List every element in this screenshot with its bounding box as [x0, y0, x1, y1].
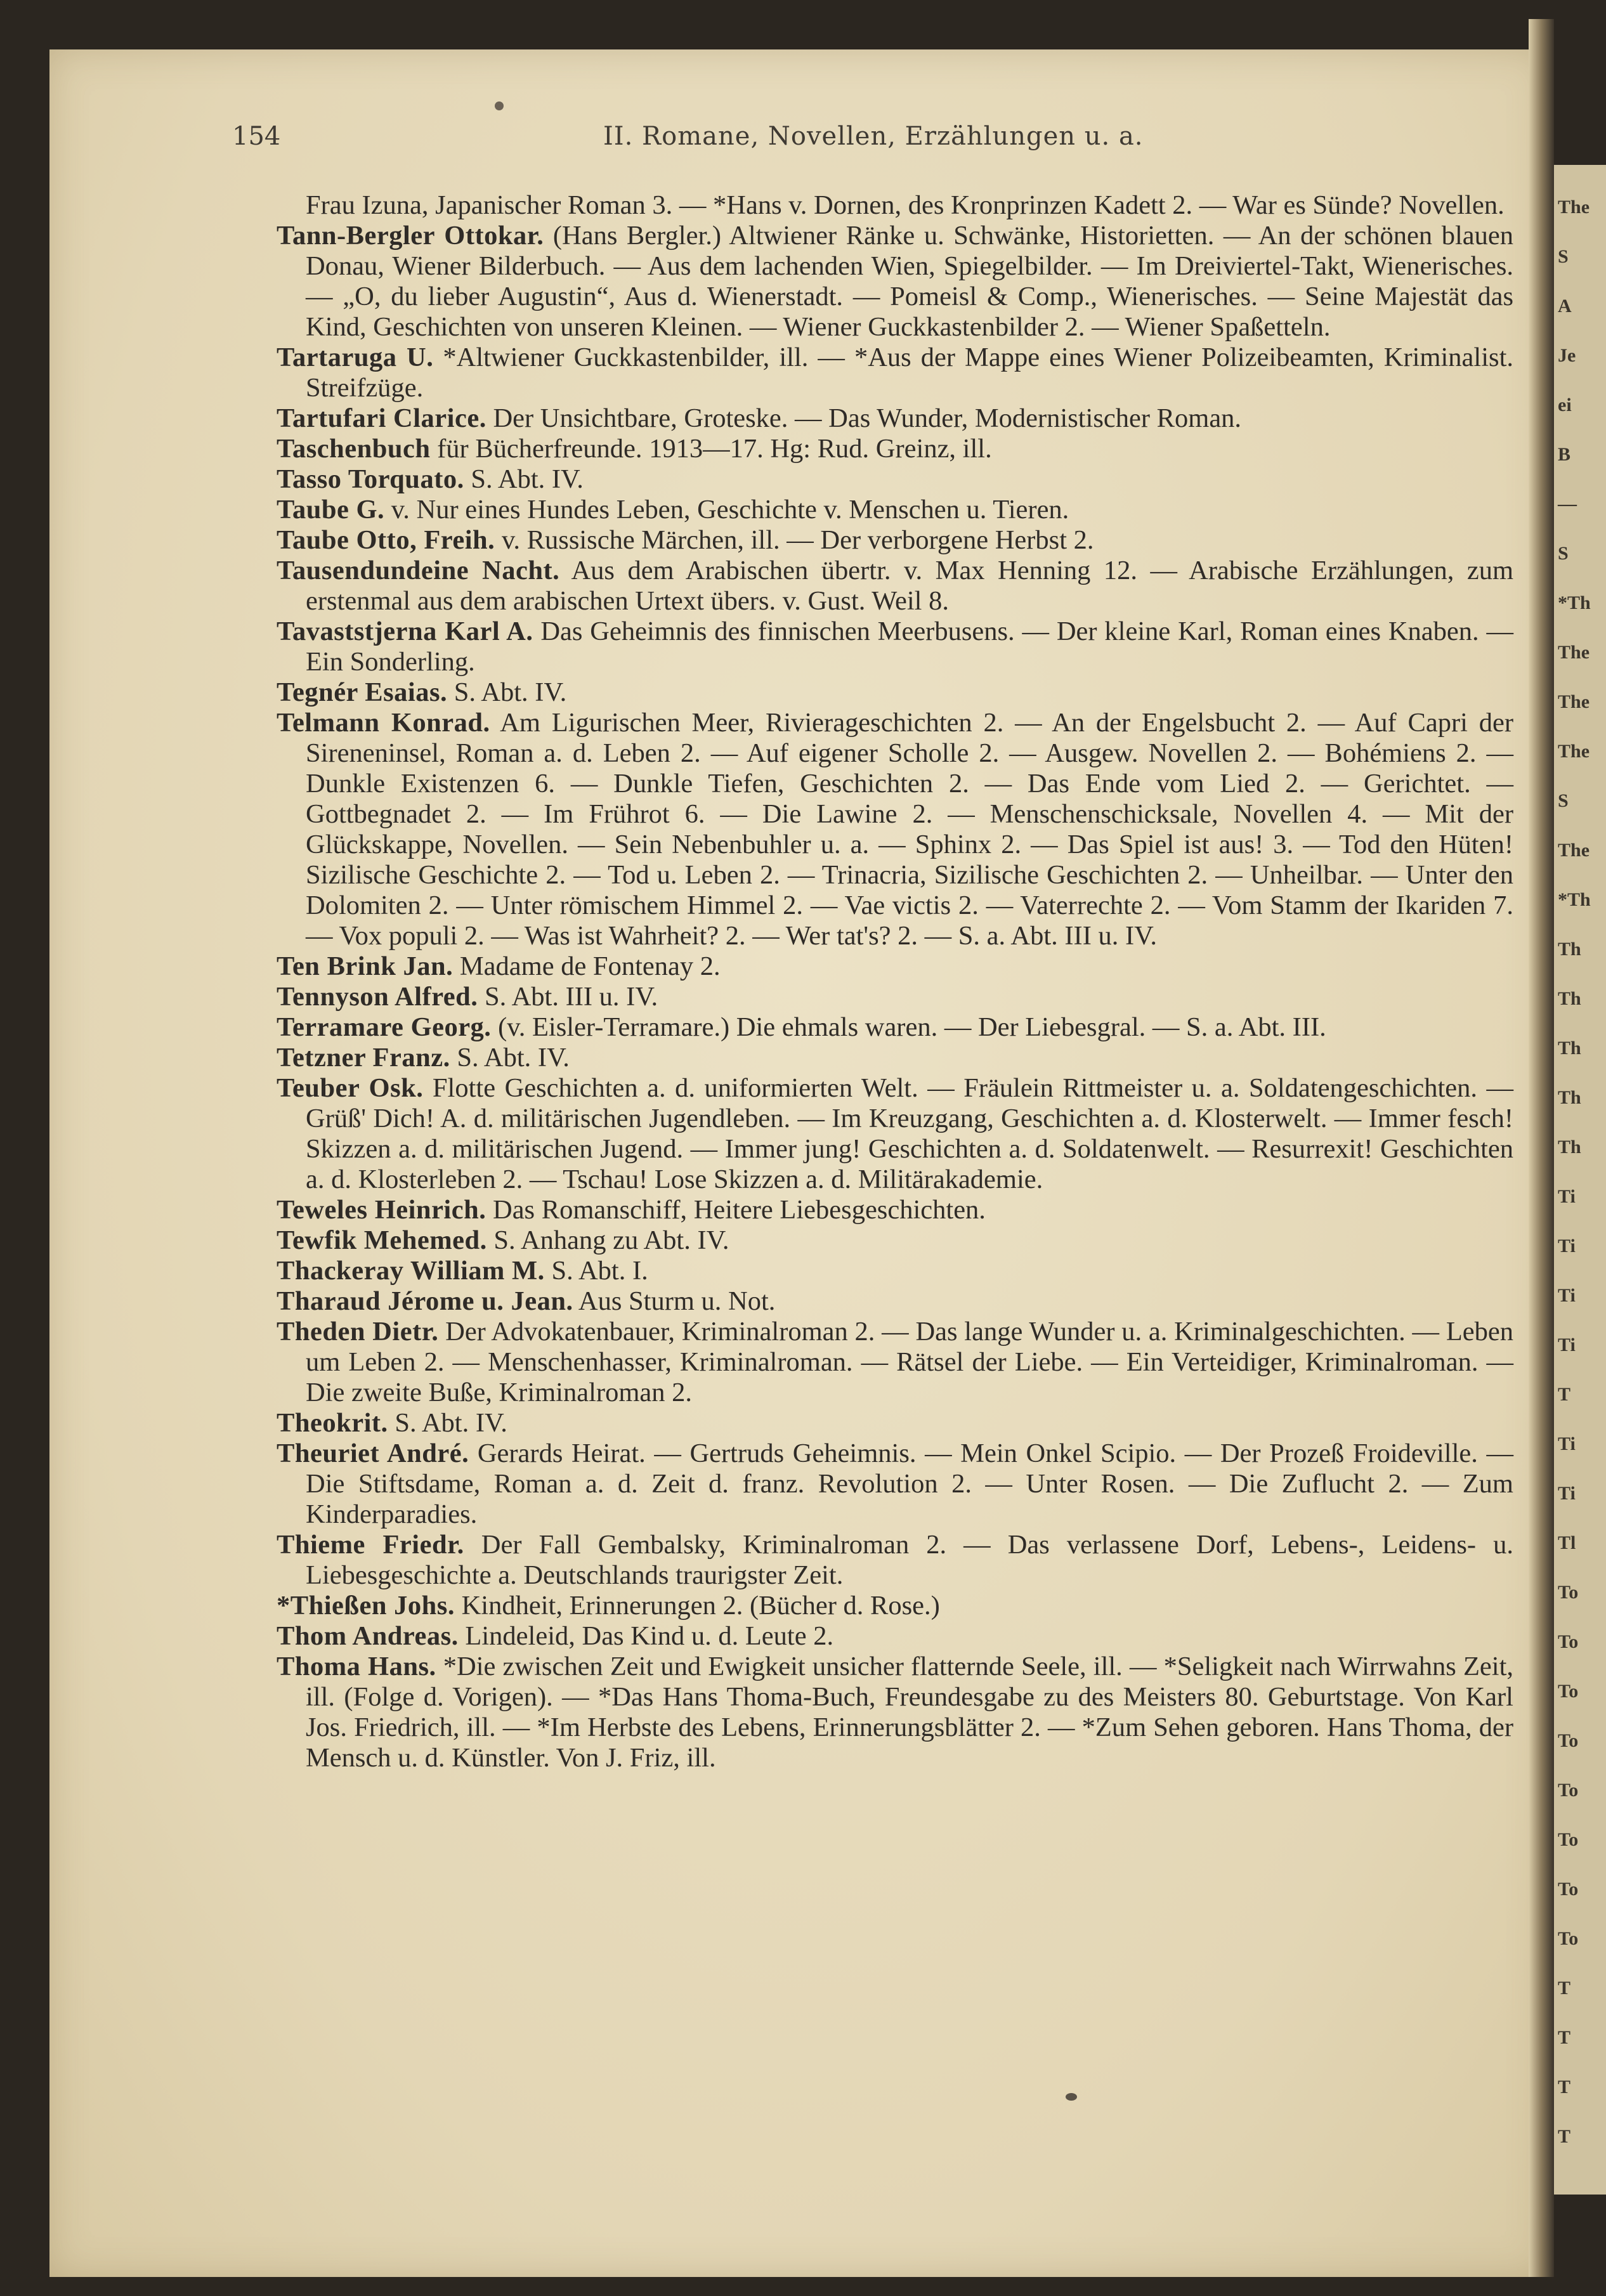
facing-page-fragment: Ti — [1558, 1483, 1576, 1504]
index-entry — [277, 616, 1513, 677]
entry-author: Taube Otto, Freih. — [277, 525, 495, 555]
facing-page-fragment: To — [1558, 1582, 1579, 1603]
entry-author: Tegnér Esaias. — [277, 677, 448, 707]
entry-author: Theokrit. — [277, 1408, 388, 1438]
entry-author: Thoma Hans. — [277, 1652, 436, 1681]
facing-page-fragment: B — [1558, 444, 1571, 465]
entry-works: Lindeleid, Das Kind u. d. Leute 2. — [465, 1621, 834, 1651]
entry-author: Teweles Heinrich. — [277, 1195, 486, 1225]
index-entry — [277, 342, 1513, 403]
facing-page-fragment: The — [1558, 840, 1590, 861]
running-title: II. Romane, Novellen, Erzählungen u. a. — [603, 122, 1144, 151]
facing-page-fragment: T — [1558, 1978, 1571, 1999]
entry-author: Taschenbuch — [277, 434, 431, 464]
paper-mark — [1066, 2093, 1077, 2101]
index-entry — [277, 1195, 1513, 1225]
facing-page-fragment: The — [1558, 642, 1590, 663]
facing-page-fragment: Ti — [1558, 1433, 1576, 1454]
facing-page-fragment: Je — [1558, 345, 1576, 366]
index-entry — [277, 403, 1513, 434]
facing-page-fragment: S — [1558, 246, 1569, 267]
entry-works: v. Russische Märchen, ill. — Der verborgene Herbst 2. — [501, 525, 1094, 555]
paper-mark — [495, 101, 504, 110]
entry-works: S. Abt. I. — [551, 1256, 648, 1286]
index-entry — [277, 1438, 1513, 1530]
entry-works: S. Abt. IV. — [471, 464, 584, 494]
entry-works: (v. Eisler-Terramare.) Die ehmals waren. — Der Liebesgral. — S. a. Abt. III. — [498, 1012, 1326, 1042]
entry-works: Kindheit, Erinnerungen 2. (Bücher d. Rose.) — [461, 1591, 940, 1621]
entry-author: Tharaud Jérome u. Jean. — [277, 1286, 573, 1316]
entry-works: Frau Izuna, Japanischer Roman 3. — *Hans v. Dornen, des Kronprinzen Kadett 2. — War es Sünde? Novellen. — [306, 190, 1505, 220]
index-entry — [277, 1286, 1513, 1317]
entry-author: *Thießen Johs. — [277, 1591, 455, 1621]
entry-author: Teuber Osk. — [277, 1073, 424, 1103]
entry-author: Terramare Georg. — [277, 1012, 492, 1042]
index-entry — [277, 1591, 1513, 1621]
facing-page-fragment: Th — [1558, 939, 1581, 960]
facing-page-fragment: Th — [1558, 1038, 1581, 1059]
entry-works: S. Anhang zu Abt. IV. — [493, 1225, 729, 1255]
facing-page-fragment: To — [1558, 1681, 1579, 1702]
facing-page-fragment: Ti — [1558, 1334, 1576, 1355]
entry-works: Der Advokatenbauer, Kriminalroman 2. — Das lange Wunder u. a. Kriminalgeschichten. — Leben um Leben 2. — Menschenhasser, Kriminalroman. — Rätsel der Liebe. — Ein Verteidiger, Kriminalroman. — Die zweite Buße, Kriminalroman 2. — [306, 1317, 1514, 1407]
entry-works: Aus dem Arabischen übertr. v. Max Henning 12. — Arabische Erzählungen, zum erstenmal aus dem arabischen Urtext übers. v. Gust. Weil 8. — [306, 556, 1514, 616]
facing-page-edge — [1554, 165, 1606, 2195]
index-entry — [277, 951, 1513, 982]
entry-works: S. Abt. III u. IV. — [485, 982, 658, 1012]
entry-works: Das Romanschiff, Heitere Liebesgeschichten. — [493, 1195, 986, 1225]
page-number: 154 — [232, 122, 281, 151]
facing-page-fragment: The — [1558, 691, 1590, 712]
entry-works: Am Ligurischen Meer, Rivierageschichten 2. — An der Engelsbucht 2. — Auf Capri der Sireneninsel, Roman a. d. Leben 2. — Auf eigener Scholle 2. — Ausgew. Novellen 2. — Bohémiens 2. — Dunkle Existenzen 6. — Dunkle Tiefen, Geschichten 2. — Das Ende vom Lied 2. — Gerichtet. — Gottbegnadet 2. — Im Frührot 6. — Die Lawine 2. — Menschenschicksale, Novellen 4. — Mit der Glückskappe, Novellen. — Sein Nebenbuhler u. a. — Sphinx 2. — Das Spiel ist aus! 3. — Tod den Hüten! Sizilische Geschichte 2. — Tod u. Leben 2. — Trinacria, Sizilische Geschichten 2. — Unheilbar. — Unter den Dolomiten 2. — Unter römischem Himmel 2. — Vae victis 2. — Vaterrechte 2. — Vom Stamm der Ikariden 7. — Vox populi 2. — Was ist Wahrheit? 2. — Wer tat's? 2. — S. a. Abt. III u. IV. — [306, 708, 1513, 951]
entry-works: Der Fall Gembalsky, Kriminalroman 2. — Das verlassene Dorf, Lebens-, Leidens- u. Liebesgeschichte a. Deutschlands traurigster Zeit. — [306, 1530, 1514, 1590]
entry-works: Madame de Fontenay 2. — [459, 951, 721, 981]
facing-page-fragment: S — [1558, 543, 1569, 564]
entry-works: für Bücherfreunde. 1913—17. Hg: Rud. Greinz, ill. — [437, 434, 992, 464]
facing-page-fragment: A — [1558, 296, 1572, 316]
facing-page-fragment: Th — [1558, 1137, 1581, 1158]
index-entry — [277, 1408, 1513, 1438]
index-entry — [277, 525, 1513, 556]
entry-author: Tavaststjerna Karl A. — [277, 616, 533, 646]
index-entry — [277, 1530, 1513, 1591]
facing-page-fragment: *Th — [1558, 592, 1591, 613]
index-entry — [277, 1621, 1513, 1652]
index-entry — [277, 982, 1513, 1012]
entry-author: Tewfik Mehemed. — [277, 1225, 487, 1255]
entry-works: *Die zwischen Zeit und Ewigkeit unsicher flatternde Seele, ill. — *Seligkeit nach Wirrwahns Zeit, ill. (Folge d. Vorigen). — *Das Hans Thoma-Buch, Freundesgabe zu des Meisters 80. Geburtstage. Von Karl Jos. Friedrich, ill. — *Im Herbste des Lebens, Erinnerungsblätter 2. — *Zum Sehen geboren. Hans Thoma, der Mensch u. d. Künstler. Von J. Friz, ill. — [306, 1652, 1514, 1773]
entry-works: Flotte Geschichten a. d. uniformierten Welt. — Fräulein Rittmeister u. a. Soldatengeschichten. — Grüß' Dich! A. d. militärischen Jugendleben. — Im Kreuzgang, Geschichten a. d. Klosterwelt. — Immer fesch! Skizzen a. d. militärischen Jugend. — Immer jung! Geschichten a. d. Soldatenwelt. — Resurrexit! Geschichten a. d. Klosterleben 2. — Tschau! Lose Skizzen a. d. Militärakademie. — [306, 1073, 1514, 1194]
facing-page-fragment: Ti — [1558, 1236, 1576, 1256]
entry-works: Das Geheimnis des finnischen Meerbusens. — Der kleine Karl, Roman eines Knaben. — Ein Sonderling. — [306, 616, 1514, 677]
entry-author: Tausendundeine Nacht. — [277, 556, 560, 585]
entry-author: Tennyson Alfred. — [277, 982, 478, 1012]
index-entry — [277, 1225, 1513, 1256]
index-entry — [277, 1073, 1513, 1195]
index-entry — [277, 221, 1513, 342]
facing-page-fragment: *Th — [1558, 889, 1591, 910]
entry-author: Thackeray William M. — [277, 1256, 545, 1286]
facing-page-fragment: — — [1558, 493, 1577, 514]
index-entry — [277, 708, 1513, 951]
index-entry — [277, 1012, 1513, 1043]
entry-author: Taube G. — [277, 495, 385, 525]
facing-page-fragment: T — [1558, 2126, 1571, 2147]
facing-page-fragment: S — [1558, 790, 1569, 811]
entry-author: Theden Dietr. — [277, 1317, 439, 1347]
index-entry — [277, 190, 1513, 221]
index-entry — [277, 1652, 1513, 1773]
entry-works: S. Abt. IV. — [454, 677, 567, 707]
entry-author: Tann-Bergler Ottokar. — [277, 221, 544, 251]
facing-page-fragment: Th — [1558, 1087, 1581, 1108]
index-entry — [277, 1317, 1513, 1408]
facing-page-fragment: T — [1558, 2027, 1571, 2048]
entry-works: Gerards Heirat. — Gertruds Geheimnis. — Mein Onkel Scipio. — Der Prozeß Froideville. — Die Stiftsdame, Roman a. d. Zeit d. franz. Revolution 2. — Unter Rosen. — Die Zuflucht 2. — Zum Kinderparadies. — [306, 1438, 1513, 1529]
index-entry — [277, 495, 1513, 525]
entry-works: S. Abt. IV. — [395, 1408, 507, 1438]
entry-works: *Altwiener Guckkastenbilder, ill. — *Aus der Mappe eines Wiener Polizeibeamten, Kriminalist. Streifzüge. — [306, 342, 1513, 403]
entry-author: Theuriet André. — [277, 1438, 469, 1468]
index-entry — [277, 464, 1513, 495]
entry-author: Tasso Torquato. — [277, 464, 464, 494]
facing-page-fragment: T — [1558, 1384, 1571, 1405]
facing-page-fragment: ei — [1558, 395, 1572, 415]
book-gutter — [1529, 19, 1554, 2277]
entry-author: Tartufari Clarice. — [277, 403, 486, 433]
index-entry — [277, 1043, 1513, 1073]
entry-works: v. Nur eines Hundes Leben, Geschichte v. Menschen u. Tieren. — [391, 495, 1069, 525]
facing-page-fragment: Ti — [1558, 1186, 1576, 1207]
entry-author: Ten Brink Jan. — [277, 951, 454, 981]
facing-page-fragment: To — [1558, 1928, 1579, 1949]
facing-page-fragment: The — [1558, 197, 1590, 218]
facing-page-fragment: Ti — [1558, 1285, 1576, 1306]
facing-page-fragment: Th — [1558, 988, 1581, 1009]
facing-page-fragment: To — [1558, 1780, 1579, 1801]
index-entry — [277, 434, 1513, 464]
entry-author: Thom Andreas. — [277, 1621, 459, 1651]
facing-page-fragment: To — [1558, 1631, 1579, 1652]
facing-page-fragment: To — [1558, 1730, 1579, 1751]
index-entry — [277, 1256, 1513, 1286]
facing-page-fragment: To — [1558, 1879, 1579, 1900]
index-entry — [277, 556, 1513, 616]
entry-works: Der Unsichtbare, Groteske. — Das Wunder, Modernistischer Roman. — [493, 403, 1242, 433]
entry-works: S. Abt. IV. — [457, 1043, 570, 1073]
entry-works: (Hans Bergler.) Altwiener Ränke u. Schwänke, Historietten. — An der schönen blauen Donau, Wiener Bilderbuch. — Aus dem lachenden Wien, Spiegelbilder. — Im Dreiviertel-Takt, Wienerisches. — „O, du lieber Augustin“, Aus d. Wienerstadt. — Pomeisl & Comp., Wienerisches. — Seine Majestät das Kind, Geschichten von unseren Kleinen. — Wiener Guckkastenbilder 2. — Wiener Spaßetteln. — [306, 221, 1513, 342]
index-entries — [277, 190, 1513, 1773]
entry-author: Thieme Friedr. — [277, 1530, 464, 1560]
entry-author: Tartaruga U. — [277, 342, 434, 372]
facing-page-fragment: Tl — [1558, 1532, 1576, 1553]
index-entry — [277, 677, 1513, 708]
facing-page-fragment: T — [1558, 2077, 1571, 2097]
entry-works: Aus Sturm u. Not. — [578, 1286, 776, 1316]
entry-author: Tetzner Franz. — [277, 1043, 450, 1073]
entry-author: Telmann Konrad. — [277, 708, 490, 738]
facing-page-fragment: To — [1558, 1829, 1579, 1850]
facing-page-fragment: The — [1558, 741, 1590, 762]
